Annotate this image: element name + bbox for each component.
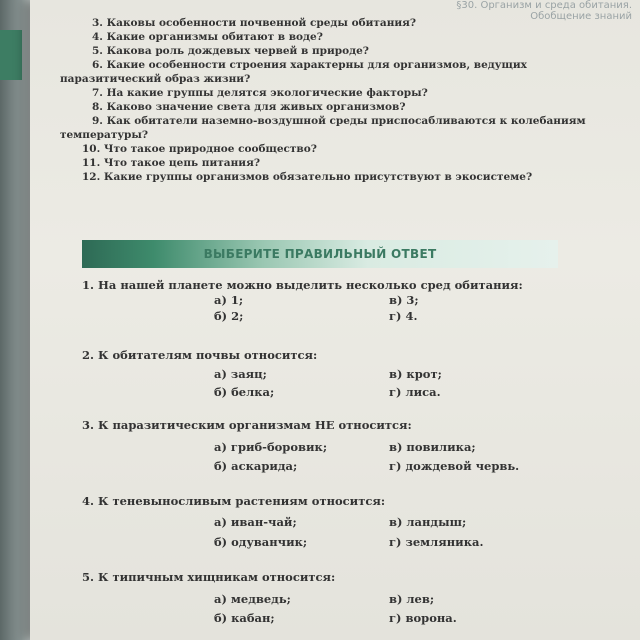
option-d: г) 4. <box>389 309 418 323</box>
option-d: г) лиса. <box>389 385 441 399</box>
option-b: б) одуванчик; <box>214 535 308 549</box>
header-line-2: Обобщение знаний <box>530 11 632 22</box>
test-question-4 <box>82 494 620 551</box>
test-stem: 3. К паразитическим организмам НЕ относится: <box>82 418 412 432</box>
test-question-3 <box>82 418 620 475</box>
spine-tab <box>0 30 22 80</box>
option-c: в) 3; <box>389 293 419 307</box>
test-stem: 5. К типичным хищникам относится: <box>82 570 336 584</box>
question-7: 7. На какие группы делятся экологические факторы? <box>92 87 428 99</box>
question-4: 4. Какие организмы обитают в воде? <box>92 31 323 43</box>
question-3: 3. Каковы особенности почвенной среды обитания? <box>92 17 417 29</box>
option-c: в) лев; <box>389 592 435 606</box>
question-6: 6. Какие особенности строения характерны для организмов, ведущих паразитический образ жизни? <box>60 59 527 85</box>
option-b: б) 2; <box>214 309 244 323</box>
option-d: г) ворона. <box>389 611 457 625</box>
option-c: в) крот; <box>389 367 442 381</box>
question-11: 11. Что такое цепь питания? <box>82 157 260 169</box>
option-a: а) иван-чай; <box>214 515 297 529</box>
question-8: 8. Каково значение света для живых организмов? <box>92 101 406 113</box>
banner-title: ВЫБЕРИТЕ ПРАВИЛЬНЫЙ ОТВЕТ <box>203 247 437 261</box>
question-10: 10. Что такое природное сообщество? <box>82 143 317 155</box>
review-questions <box>60 16 620 184</box>
book-spine <box>0 0 30 640</box>
option-b: б) кабан; <box>214 611 275 625</box>
test-stem: 4. К теневыносливым растениям относится: <box>82 494 386 508</box>
header-line-1: §30. Организм и среда обитания. <box>456 0 632 11</box>
option-d: г) дождевой червь. <box>389 459 520 473</box>
option-b: б) аскарида; <box>214 459 298 473</box>
test-question-5 <box>82 570 620 627</box>
test-question-2 <box>82 348 620 401</box>
test-stem: 1. На нашей планете можно выделить несколько сред обитания: <box>82 278 523 292</box>
question-5: 5. Какова роль дождевых червей в природе? <box>92 45 369 57</box>
question-12: 12. Какие группы организмов обязательно присутствуют в экосистеме? <box>82 171 533 183</box>
section-banner <box>82 240 558 268</box>
test-question-1 <box>82 278 620 325</box>
question-9: 9. Как обитатели наземно-воздушной среды приспосабливаются к колебаниям температуры? <box>60 115 586 141</box>
option-a: а) медведь; <box>214 592 291 606</box>
option-a: а) 1; <box>214 293 244 307</box>
option-c: в) повилика; <box>389 440 476 454</box>
option-a: а) гриб-боровик; <box>214 440 328 454</box>
test-stem: 2. К обитателям почвы относится: <box>82 348 318 362</box>
option-b: б) белка; <box>214 385 275 399</box>
option-c: в) ландыш; <box>389 515 467 529</box>
option-d: г) земляника. <box>389 535 484 549</box>
option-a: а) заяц; <box>214 367 267 381</box>
